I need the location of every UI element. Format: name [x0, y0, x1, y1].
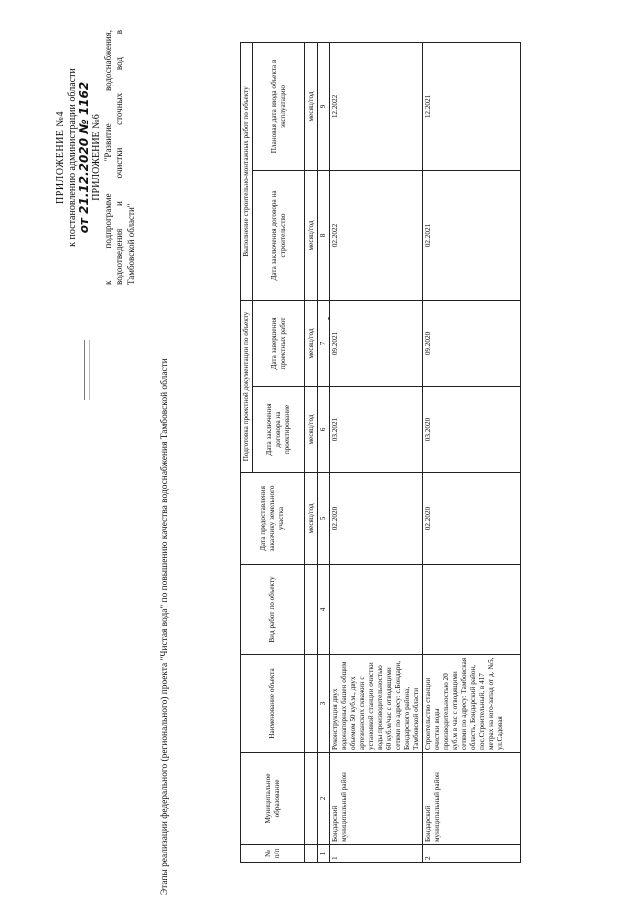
cell-design-contract: 03.2021: [330, 387, 423, 473]
table-row: [423, 42, 521, 862]
cell-municipality: Бондарский муниципальный район: [423, 753, 521, 845]
cell-commissioning: 12.2021: [423, 42, 521, 170]
resolution-line: к постановлению администрации области: [66, 68, 78, 247]
document-title: Этапы реализации федерального (регионального) проекта "Чистая вода" по повышению качества водоснабжения Тамбовской области: [160, 358, 170, 895]
header-land-date: Дата предоставления заказчику земельного участка: [241, 473, 305, 565]
cell-construction-contract: 02.2021: [423, 170, 521, 300]
column-number: 8: [318, 170, 330, 300]
column-number: 3: [318, 655, 330, 753]
header-no: № п/п: [241, 845, 305, 863]
unit-cell: месяц/год: [305, 170, 318, 300]
cell-work-type: [423, 565, 521, 655]
column-number: 9: [318, 42, 330, 170]
subprogram-line-3: Тамбовской области": [125, 203, 136, 285]
handwritten-date-number: от 21.12.2020 № 1162: [77, 81, 91, 234]
cell-work-type: [330, 565, 423, 655]
column-number: 2: [318, 753, 330, 845]
subprogram-line-2: водоотведения и очистки сточных вод в: [114, 30, 124, 285]
subprogram-line-1: к подпрограмме "Развитие водоснабжения,: [102, 30, 113, 285]
cell-design-end: 09.2020: [423, 300, 521, 386]
column-number: 7: [318, 300, 330, 386]
cell-municipality: Бондарский муниципальный район: [330, 753, 423, 845]
column-number: 6: [318, 387, 330, 473]
header-commissioning: Плановая дата ввода объекта в эксплуатацию: [253, 42, 305, 170]
cell-design-contract: 03.2020: [423, 387, 521, 473]
unit-cell: [305, 565, 318, 655]
unit-cell: месяц/год: [305, 387, 318, 473]
header-design-end: Дата завершения проектных работ: [253, 300, 305, 386]
column-number: 4: [318, 565, 330, 655]
unit-cell: [305, 753, 318, 845]
header-object: Наименование объекта: [241, 655, 305, 753]
appendix-4-label: ПРИЛОЖЕНИЕ №4: [55, 111, 66, 204]
table-row: [330, 42, 423, 862]
unit-cell: месяц/год: [305, 42, 318, 170]
column-number: 1: [318, 845, 330, 863]
header-design-contract: Дата заключения договора на проектирование: [253, 387, 305, 473]
column-number: 5: [318, 473, 330, 565]
header-group-construction: Выполнение строительно-монтажных работ по объекту: [241, 42, 253, 300]
appendix-6-label: ПРИЛОЖЕНИЕ №6: [91, 114, 102, 201]
cell-land-date: 02.2020: [423, 473, 521, 565]
unit-cell: месяц/год: [305, 300, 318, 386]
header-work-type: Вид работ по объекту: [241, 565, 305, 655]
cell-no: 1: [330, 845, 423, 863]
cell-object: Реконструкция двух водонапорных башен общим объемом 50 куб.м., двух артезианских скважин с установкой станции очистки воды производительностью 60 куб.м/час с отводящими сетями по адресу: с.Бондари, Бондарского района, Тамбовской области: [330, 655, 423, 753]
stages-table: [240, 42, 521, 863]
appendix-header: [55, 30, 137, 285]
unit-cell: [305, 655, 318, 753]
cell-design-end: 09.2021: [330, 300, 423, 386]
unit-cell: месяц/год: [305, 473, 318, 565]
header-construction-contract: Дата заключения договора на строительство: [253, 170, 305, 300]
cell-no: 2: [423, 845, 521, 863]
cell-object: Строительство станции очистки воды производительностью 20 куб.м в час с отводящими сетями по адресу: Тамбовская область, Бондарский район, пос.Строительный, в 417 метрах на юго-запад от д. №5, ул.Садовая: [423, 655, 521, 753]
unit-cell: [305, 845, 318, 863]
decorative-mark: [84, 340, 90, 400]
cell-commissioning: 12.2022: [330, 42, 423, 170]
header-group-design: Подготовка проектной документации по объекту: [241, 300, 253, 472]
header-municipality: Муниципальное образование: [241, 753, 305, 845]
cell-land-date: 02.2020: [330, 473, 423, 565]
cell-construction-contract: 02.2022: [330, 170, 423, 300]
